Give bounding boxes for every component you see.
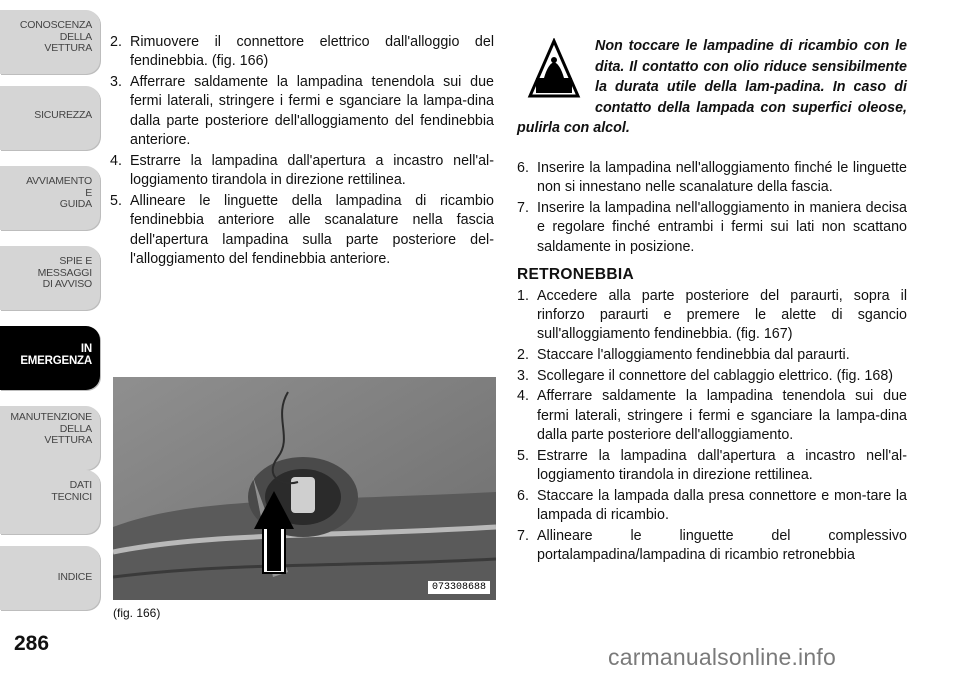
left-column bbox=[110, 33, 494, 271]
chapter-tab-3[interactable] bbox=[0, 246, 100, 310]
chapter-tab-label: DI AVVISO bbox=[42, 278, 92, 290]
step-item bbox=[517, 487, 907, 526]
page-number: 286 bbox=[14, 632, 50, 655]
step-text: Allineare le linguette della lampadina di ricambio fendinebbia anteriore alle scanalature nella fascia dell'apertura lampadina sulla parte posteriore del-l'alloggiamento del fendinebbia anteriore. bbox=[130, 192, 494, 268]
step-text: Allineare le linguette del complessivo portalampadina/lampadina di ricambio retronebbia bbox=[537, 527, 907, 564]
chapter-tab-0[interactable] bbox=[0, 10, 100, 74]
step-text: Staccare la lampada dalla presa connettore e mon-tare la lampada di ricambio. bbox=[537, 487, 907, 524]
chapter-tab-2[interactable] bbox=[0, 166, 100, 230]
chapter-tab-1[interactable] bbox=[0, 86, 100, 150]
step-text: Estrarre la lampadina dall'apertura a incastro nell'al-loggiamento tirandola in direzione rettilinea. bbox=[130, 152, 494, 189]
chapter-tab-label: SICUREZZA bbox=[34, 109, 92, 121]
step-item bbox=[517, 287, 907, 345]
step-text: Inserire la lampadina nell'alloggiamento finché le linguette non si innestano nelle scanalature della fascia. bbox=[537, 160, 907, 196]
figure-code: 073308688 bbox=[428, 581, 490, 594]
section-title: RETRONEBBIA bbox=[517, 266, 634, 284]
chapter-tab-label: IN bbox=[80, 343, 92, 355]
step-item bbox=[517, 367, 907, 386]
chapter-sidebar bbox=[0, 0, 102, 610]
chapter-tab-label: VETTURA bbox=[44, 434, 92, 446]
step-number: 6. bbox=[517, 160, 529, 176]
chapter-tab-6[interactable] bbox=[0, 470, 100, 534]
chapter-tab-label: TECNICI bbox=[51, 490, 92, 503]
chapter-tab-label: MESSAGGI bbox=[37, 266, 92, 279]
chapter-tab-label: DATI bbox=[69, 479, 92, 491]
chapter-tab-label: DELLA bbox=[59, 422, 92, 435]
step-item bbox=[517, 447, 907, 486]
warning-lamp-icon bbox=[527, 38, 581, 100]
warning-box bbox=[517, 36, 907, 139]
step-text: Staccare l'alloggiamento fendinebbia dal paraurti. bbox=[537, 347, 850, 364]
step-item bbox=[517, 527, 907, 566]
step-text: Afferrare saldamente la lampadina tenendola sui due fermi laterali, stringere i fermi e sganciare la lampa-dina dalla parte posteriore dell'alloggiamento. bbox=[537, 388, 907, 444]
chapter-tab-label: DELLA bbox=[59, 30, 92, 43]
step-number: 5. bbox=[110, 192, 122, 209]
fog-lamp-photo-illustration bbox=[113, 377, 496, 600]
chapter-tab-label: MANUTENZIONE bbox=[10, 411, 92, 423]
step-text: Estrarre la lampadina dall'apertura a incastro nell'al-loggiamento tirandola in direzione rettilinea. bbox=[537, 447, 907, 484]
warning-text: Non toccare le lampadine di ricambio con le dita. Il contatto con olio riduce sensibilmente la durata utile della lam-padina. In caso di contatto della lampada con superfici oleose, pulirla con alcol. bbox=[517, 38, 907, 136]
right-steps-bottom-list bbox=[517, 287, 907, 566]
step-item bbox=[110, 152, 494, 191]
step-number: 3. bbox=[517, 367, 529, 384]
step-item bbox=[110, 192, 494, 270]
step-number: 6. bbox=[517, 487, 529, 504]
step-text: Rimuovere il connettore elettrico dall'alloggio del fendinebbia. (fig. 166) bbox=[130, 34, 494, 70]
chapter-tab-label: AVVIAMENTO bbox=[26, 175, 92, 187]
step-number: 7. bbox=[517, 200, 529, 216]
step-text: Afferrare saldamente la lampadina tenendola sui due fermi laterali, stringere i fermi e sganciare la lampa-dina dalla parte posteriore dell'alloggiamento del fendinebbia anteriore. bbox=[130, 74, 494, 149]
chapter-tab-label: SPIE E bbox=[59, 255, 92, 267]
step-text: Accedere alla parte posteriore del paraurti, sopra il rinforzo paraurti e premere le alette di sgancio sull'alloggiamento fendinebbia. (fig. 167) bbox=[537, 287, 907, 343]
step-item bbox=[517, 159, 907, 198]
step-number: 3. bbox=[110, 74, 122, 90]
step-item bbox=[110, 73, 494, 151]
step-number: 4. bbox=[110, 152, 122, 169]
chapter-tab-label: EMERGENZA bbox=[20, 354, 92, 367]
step-text: Inserire la lampadina nell'alloggiamento in maniera decisa e regolare finché entrambi i fermi sui lati non scattano saldamente in posizione. bbox=[537, 200, 907, 255]
step-number: 2. bbox=[110, 34, 122, 50]
step-number: 2. bbox=[517, 347, 529, 364]
step-number: 7. bbox=[517, 527, 529, 544]
chapter-tab-7[interactable] bbox=[0, 546, 100, 610]
chapter-tab-label: CONOSCENZA bbox=[19, 19, 92, 31]
left-steps-list bbox=[110, 33, 494, 269]
chapter-tab-5[interactable] bbox=[0, 406, 100, 470]
chapter-tab-4[interactable] bbox=[0, 326, 100, 390]
step-item bbox=[517, 387, 907, 445]
chapter-tab-label: VETTURA bbox=[44, 42, 92, 54]
chapter-tab-label: E bbox=[85, 186, 92, 199]
chapter-tab-label: INDICE bbox=[57, 571, 92, 583]
step-item bbox=[110, 33, 494, 72]
right-column bbox=[517, 159, 907, 567]
step-text: Scollegare il connettore del cablaggio elettrico. (fig. 168) bbox=[537, 367, 894, 384]
chapter-tab-label: GUIDA bbox=[59, 198, 92, 210]
step-number: 5. bbox=[517, 447, 529, 464]
step-number: 1. bbox=[517, 287, 529, 304]
step-item bbox=[517, 199, 907, 257]
watermark: carmanualsonline.info bbox=[608, 644, 836, 670]
right-steps-top-list bbox=[517, 159, 907, 257]
figure-caption: (fig. 166) bbox=[113, 606, 161, 620]
step-item bbox=[517, 346, 907, 365]
step-number: 4. bbox=[517, 388, 529, 405]
figure-166-photo bbox=[113, 377, 496, 600]
